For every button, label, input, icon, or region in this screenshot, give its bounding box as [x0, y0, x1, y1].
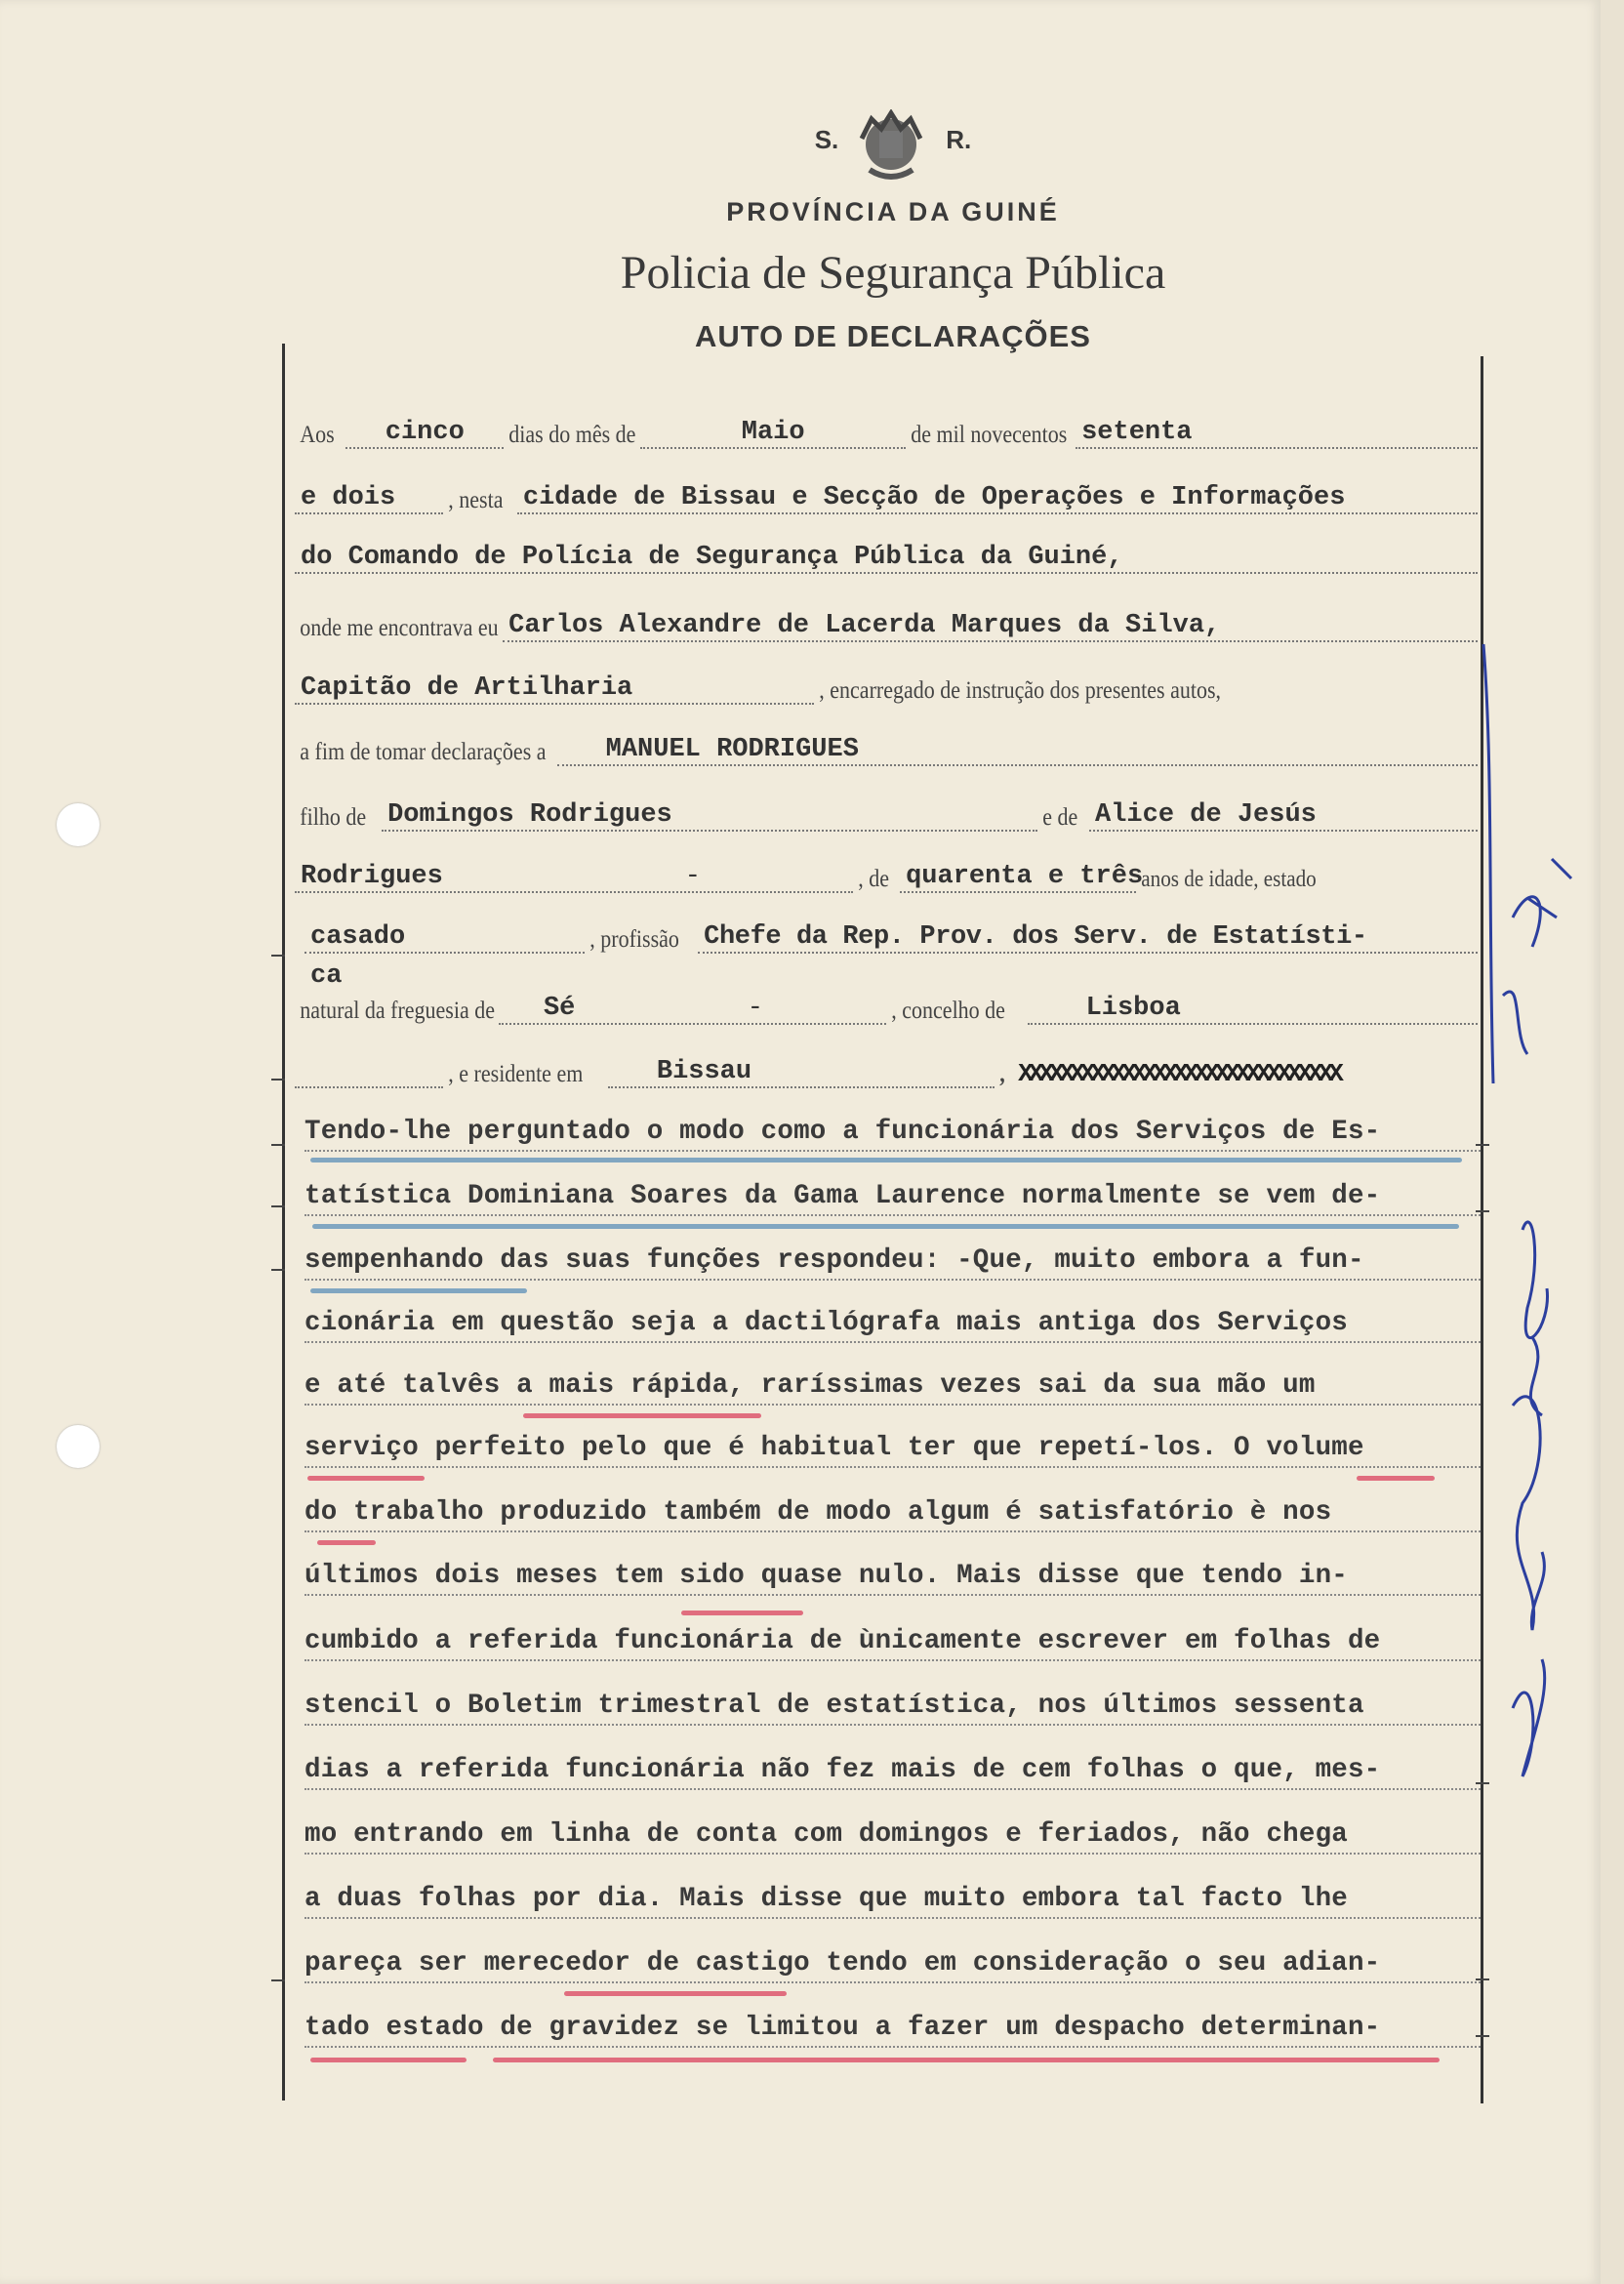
label: e de [1042, 804, 1078, 831]
marital-status-field: casado [304, 922, 585, 954]
statement-line: do trabalho produzido também de modo algum é satisfatório è nos [304, 1495, 1481, 1532]
label: Aos [300, 422, 335, 448]
punch-hole [57, 803, 100, 846]
red-pencil-underline [493, 2058, 1440, 2062]
form-row-place [295, 475, 1478, 514]
punch-hole [57, 1425, 100, 1468]
year-field-cont: e dois [295, 483, 443, 514]
red-pencil-underline [317, 1540, 376, 1545]
profession-field-cont: ca [310, 961, 343, 991]
year-field: setenta [1076, 418, 1478, 449]
blue-pencil-underline [310, 1288, 527, 1293]
form-row-birthplace [295, 986, 1478, 1025]
label: , de [858, 866, 890, 892]
county-field: Lisboa [1028, 994, 1478, 1025]
label: de mil novecentos [911, 422, 1068, 448]
handwritten-signatures [1474, 625, 1591, 1815]
statement-line: cionária em questão seja a dactilógrafa mais antiga dos Serviços [304, 1306, 1481, 1343]
blue-pencil-underline [310, 1158, 1462, 1162]
blank-field [295, 1086, 443, 1088]
father-field: Domingos Rodrigues [382, 800, 1037, 832]
dash: - [747, 994, 763, 1023]
label: , e residente em [448, 1061, 584, 1087]
red-pencil-underline [1357, 1476, 1435, 1481]
statement-line: mo entrando em linha de conta com domingos e feriados, não chega [304, 1817, 1481, 1855]
label: onde me encontrava eu [300, 615, 499, 641]
left-margin-rule [282, 344, 285, 2100]
rank-field: Capitão de Artilharia [295, 673, 814, 705]
form-row-officer [295, 603, 1478, 642]
statement-line: últimos dois meses tem sido quase nulo. Mais disse que tendo in- [304, 1559, 1481, 1596]
place-field-cont: do Comando de Polícia de Segurança Pública da Guiné, [295, 543, 1478, 574]
parish-field: Sé [543, 994, 576, 1023]
agency-heading: Policia de Segurança Pública [620, 247, 1166, 299]
statement-line: a duas folhas por dia. Mais disse que muito embora tal facto lhe [304, 1882, 1481, 1919]
struck-out-text: XXXXXXXXXXXXXXXXXXXXXXXXXXXXXXX [1018, 1059, 1339, 1088]
label: filho de [300, 804, 367, 831]
label: natural da freguesia de [300, 998, 496, 1024]
statement-line: cumbido a referida funcionária de ùnicamente escrever em folhas de [304, 1624, 1481, 1661]
red-pencil-underline [681, 1611, 803, 1615]
statement-line: sempenhando das suas funções respondeu: -Que, muito embora a fun- [304, 1244, 1481, 1281]
r-letter: R. [946, 125, 972, 154]
declarant-field: MANUEL RODRIGUES [557, 735, 1478, 766]
form-row-age [295, 854, 1478, 893]
statement-line: dias a referida funcionária não fez mais de cem folhas o que, mes- [304, 1753, 1481, 1790]
mother-field: Alice de Jesús [1089, 800, 1478, 832]
profession-field: Chefe da Rep. Prov. dos Serv. de Estatísti- [698, 922, 1478, 954]
label: a fim de tomar declarações a [300, 739, 547, 765]
form-row-rank [295, 666, 1478, 705]
mother-field-cont: Rodrigues [301, 862, 443, 891]
label: , concelho de [891, 998, 1005, 1024]
republic-mark [0, 125, 1624, 155]
dash: - [684, 862, 701, 891]
statement-line: tatística Dominiana Soares da Gama Laurence normalmente se vem de- [304, 1179, 1481, 1216]
age-field: quarenta e três [900, 862, 1136, 893]
form-row-date [295, 410, 1478, 449]
label: , encarregado de instrução dos presentes autos, [819, 677, 1222, 704]
label: dias do mês de [508, 422, 636, 448]
document-title: AUTO DE DECLARAÇÕES [695, 319, 1091, 353]
red-pencil-underline [307, 1476, 425, 1481]
officer-field: Carlos Alexandre de Lacerda Marques da Silva, [503, 611, 1478, 642]
statement-line: serviço perfeito pelo que é habitual ter que repetí-los. O volume [304, 1431, 1481, 1468]
form-row-profession [295, 915, 1478, 954]
s-letter: S. [814, 125, 839, 154]
statement-line: stencil o Boletim trimestral de estatística, nos últimos sessenta [304, 1689, 1481, 1726]
label: anos de idade, estado [1141, 867, 1317, 892]
label: , nesta [448, 487, 504, 513]
red-pencil-underline [523, 1413, 761, 1418]
red-pencil-underline [564, 1991, 787, 1996]
form-row-parents [295, 793, 1478, 832]
form-row-place-cont [295, 535, 1478, 574]
statement-line: pareça ser merecedor de castigo tendo em consideração o seu adian- [304, 1946, 1481, 1983]
statement-line: Tendo-lhe perguntado o modo como a funcionária dos Serviços de Es- [304, 1115, 1481, 1152]
label: , profissão [589, 926, 679, 953]
province-heading: PROVÍNCIA DA GUINÉ [726, 197, 1060, 226]
residence-field: Bissau [608, 1057, 995, 1088]
day-field: cinco [345, 418, 504, 449]
blue-pencil-underline [312, 1224, 1459, 1229]
form-row-declarant [295, 727, 1478, 766]
form-row-residence: , e residente em Bissau , XXXXXXXXXXXXXXXXXXXXXXXXXXXXXXX [295, 1049, 1478, 1088]
month-field: Maio [640, 418, 906, 449]
coat-of-arms-icon [852, 109, 930, 187]
statement-line: e até talvês a mais rápida, raríssimas vezes sai da sua mão um [304, 1368, 1481, 1406]
place-field: cidade de Bissau e Secção de Operações e Informações [517, 483, 1478, 514]
statement-line: tado estado de gravidez se limitou a fazer um despacho determinan- [304, 2011, 1481, 2048]
red-pencil-underline [310, 2058, 467, 2062]
